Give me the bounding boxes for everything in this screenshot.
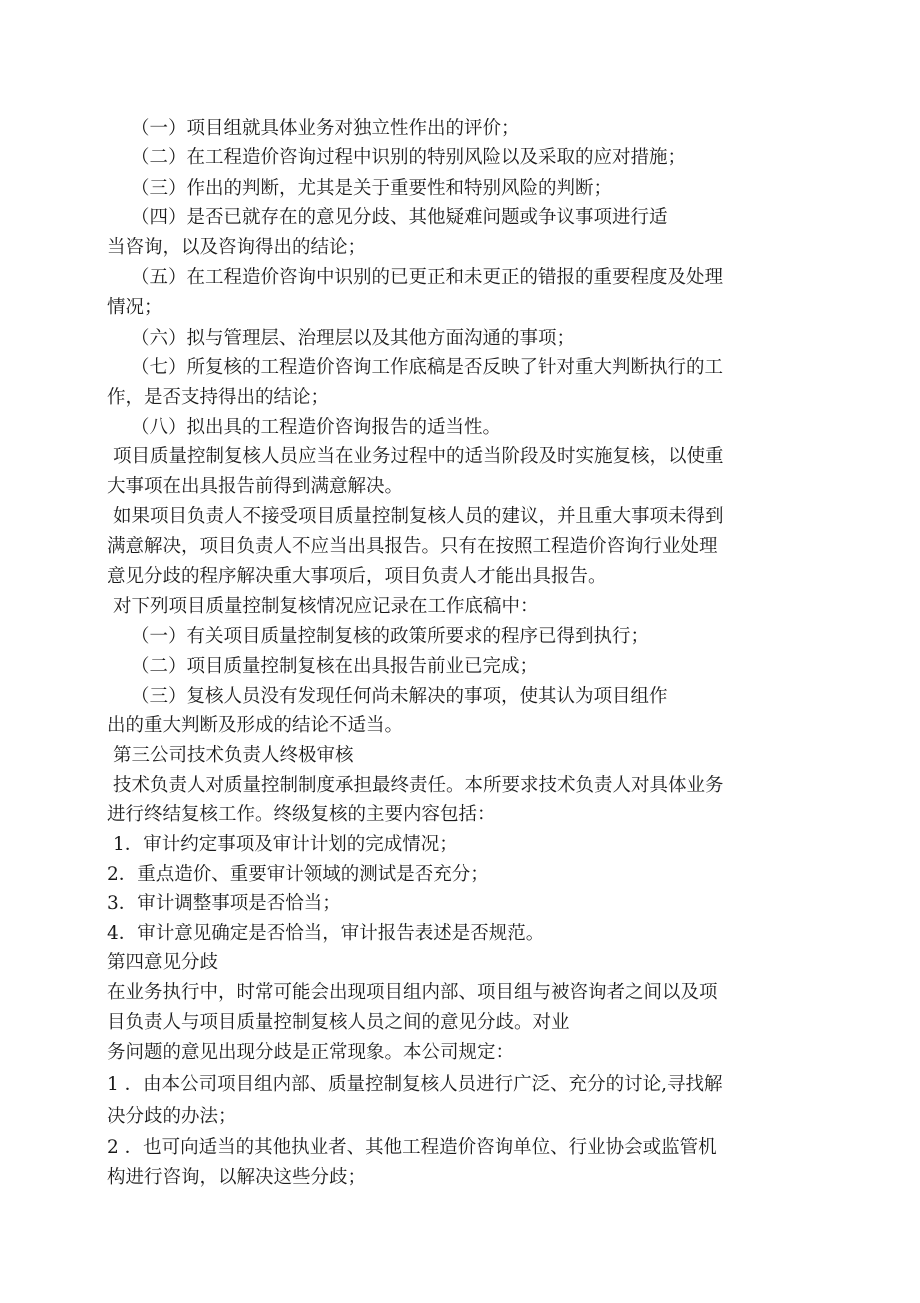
text-line: 进行终结复核工作。终级复核的主要内容包括：: [107, 804, 496, 825]
text-line: （四）是否已就存在的意见分歧、其他疑难问题或争议事项进行适: [131, 207, 668, 228]
list-item: 2．重点造价、重要审计领域的测试是否充分；: [107, 864, 489, 885]
text-line: 满意解决，项目负责人不应当出具报告。只有在按照工程造价咨询行业处理: [107, 536, 718, 557]
text-line: 对下列项目质量控制复核情况应记录在工作底稿中：: [113, 596, 539, 617]
text-line: 如果项目负责人不接受项目质量控制复核人员的建议，并且重大事项未得到: [113, 506, 724, 527]
text-line: （三）复核人员没有发现任何尚未解决的事项，使其认为项目组作: [131, 686, 668, 707]
text-line: 技术负责人对质量控制制度承担最终责任。本所要求技术负责人对具体业务: [113, 775, 724, 796]
text-line: 项目质量控制复核人员应当在业务过程中的适当阶段及时实施复核，以使重: [113, 446, 724, 467]
text-line: 构进行咨询，以解决这些分歧；: [107, 1167, 367, 1188]
text-line: 大事项在出具报告前得到满意解决。: [107, 476, 404, 497]
text-line: （八）拟出具的工程造价咨询报告的适当性。: [131, 417, 502, 438]
text-line: 目负责人与项目质量控制复核人员之间的意见分歧。对业: [107, 1012, 570, 1033]
text-line: 在业务执行中，时常可能会出现项目组内部、项目组与被咨询者之间以及项: [107, 982, 718, 1003]
list-item: 4．审计意见确定是否恰当，审计报告表述是否规范。: [107, 923, 545, 944]
list-item: 1．审计约定事项及审计计划的完成情况；: [113, 834, 458, 855]
list-item: 2 ．也可向适当的其他执业者、其他工程造价咨询单位、行业协会或监管机: [107, 1137, 717, 1158]
text-line: 作，是否支持得出的结论；: [107, 387, 330, 408]
text-line: （二）项目质量控制复核在出具报告前业已完成；: [131, 656, 539, 677]
text-line: （二）在工程造价咨询过程中识别的特别风险以及采取的应对措施；: [131, 147, 687, 168]
text-line: （五）在工程造价咨询中识别的已更正和未更正的错报的重要程度及处理: [131, 267, 724, 288]
text-line: （一）项目组就具体业务对独立性作出的评价；: [131, 118, 520, 139]
text-line: 当咨询，以及咨询得出的结论；: [107, 237, 367, 258]
section-heading: 第三公司技术负责人终极审核: [113, 745, 354, 766]
text-line: 务问题的意见出现分歧是正常现象。本公司规定：: [107, 1042, 515, 1063]
text-line: （六）拟与管理层、治理层以及其他方面沟通的事项；: [131, 328, 576, 349]
section-heading: 第四意见分歧: [107, 952, 219, 973]
list-item: 3．审计调整事项是否恰当；: [107, 893, 341, 914]
text-line: （一）有关项目质量控制复核的政策所要求的程序已得到执行；: [131, 626, 650, 647]
text-line: （七）所复核的工程造价咨询工作底稿是否反映了针对重大判断执行的工: [131, 357, 724, 378]
text-line: 意见分歧的程序解决重大事项后，项目负责人才能出具报告。: [107, 566, 607, 587]
text-line: 出的重大判断及形成的结论不适当。: [107, 715, 404, 736]
text-line: （三）作出的判断，尤其是关于重要性和特别风险的判断；: [131, 178, 613, 199]
text-line: 决分歧的办法；: [107, 1106, 237, 1127]
list-item: 1 ．由本公司项目组内部、质量控制复核人员进行广泛、充分的讨论,寻找解: [107, 1074, 723, 1095]
text-line: 情况；: [107, 297, 163, 318]
